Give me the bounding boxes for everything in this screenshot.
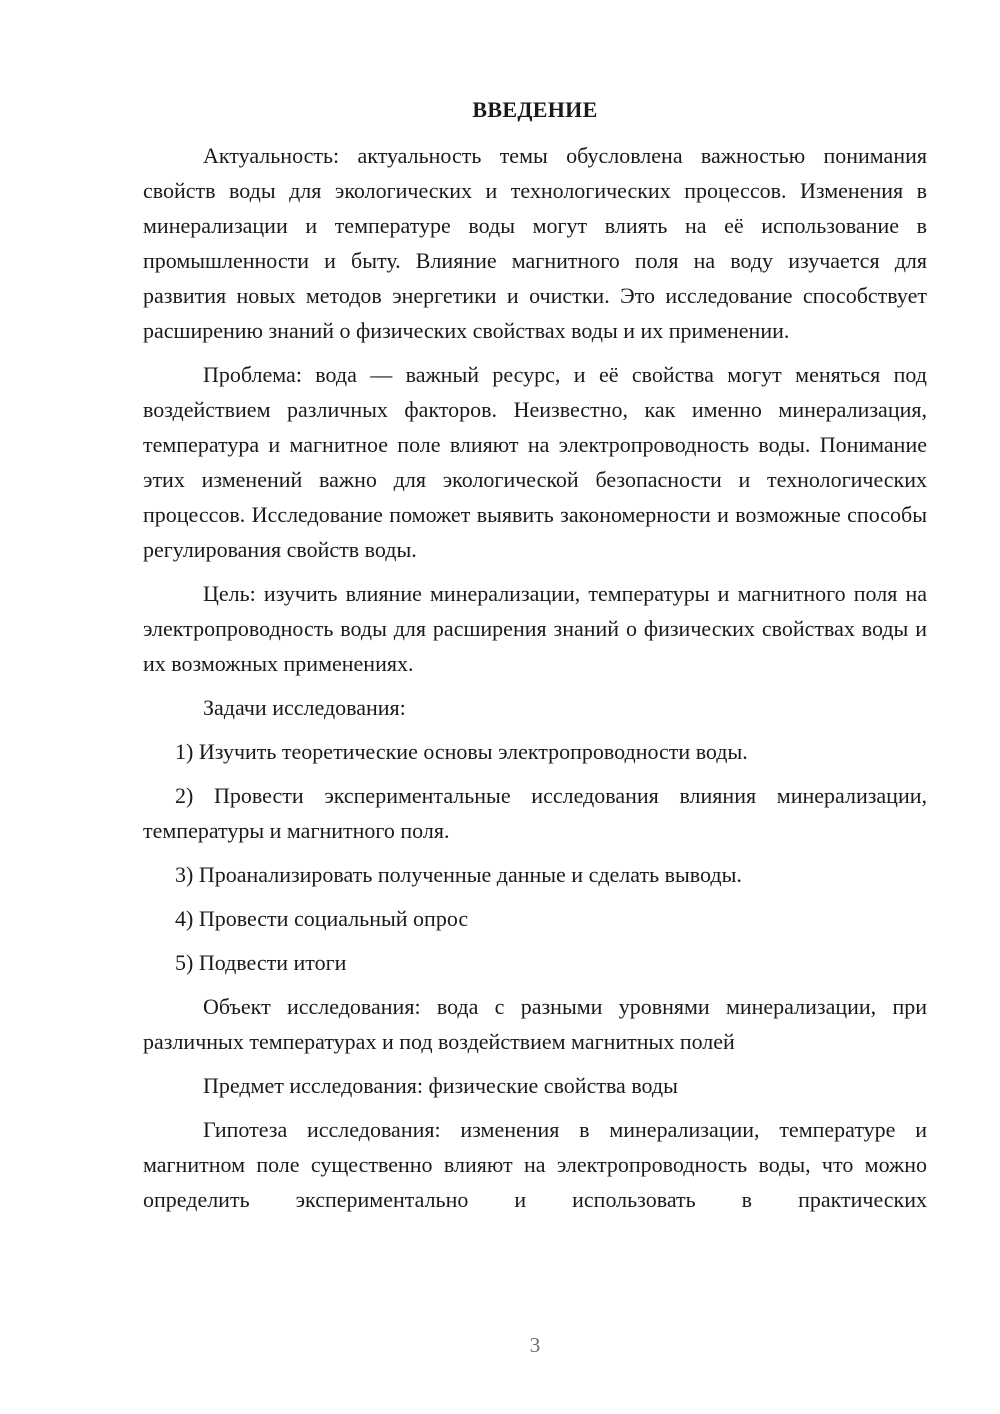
tasks-heading: Задачи исследования:	[203, 695, 406, 720]
relevance-paragraph: Актуальность: актуальность темы обусловлена важностью понимания свойств воды для экологических и технологических процессов. Изменения в минерализации и температуре воды могут влиять на её использование в промышленности и быту. Влияние магнитного поля на воду изучается для развития новых методов энергетики и очистки. Это исследование способствует расширению знаний о физических свойствах воды и их применении.	[143, 143, 927, 343]
page-title: ВВЕДЕНИЕ	[472, 97, 598, 122]
task-item-3: 3) Проанализировать полученные данные и сделать выводы.	[175, 862, 742, 887]
task-item-1: 1) Изучить теоретические основы электропроводности воды.	[175, 739, 748, 764]
problem-paragraph: Проблема: вода — важный ресурс, и её свойства могут меняться под воздействием различных факторов. Неизвестно, как именно минерализация, температура и магнитное поле влияют на электропроводность воды. Понимание этих изменений важно для экологической безопасности и технологических процессов. Исследование поможет выявить закономерности и возможные способы регулирования свойств воды.	[143, 362, 927, 562]
task-item-2: 2) Провести экспериментальные исследования влияния минерализации, температуры и магнитного поля.	[143, 783, 927, 843]
task-item-5: 5) Подвести итоги	[175, 950, 347, 975]
object-paragraph: Объект исследования: вода с разными уровнями минерализации, при различных температурах и под воздействием магнитных полей	[143, 994, 927, 1054]
task-item-4: 4) Провести социальный опрос	[175, 906, 469, 931]
goal-paragraph: Цель: изучить влияние минерализации, температуры и магнитного поля на электропроводность воды для расширения знаний о физических свойствах воды и их возможных применениях.	[143, 581, 927, 676]
hypothesis-paragraph: Гипотеза исследования: изменения в минерализации, температуре и магнитном поле существенно влияют на электропроводность воды, что можно определить экспериментально и использовать в практических	[143, 1117, 927, 1212]
page-number: 3	[529, 1333, 541, 1357]
subject-paragraph: Предмет исследования: физические свойства воды	[203, 1073, 678, 1098]
page-content	[143, 88, 927, 1217]
